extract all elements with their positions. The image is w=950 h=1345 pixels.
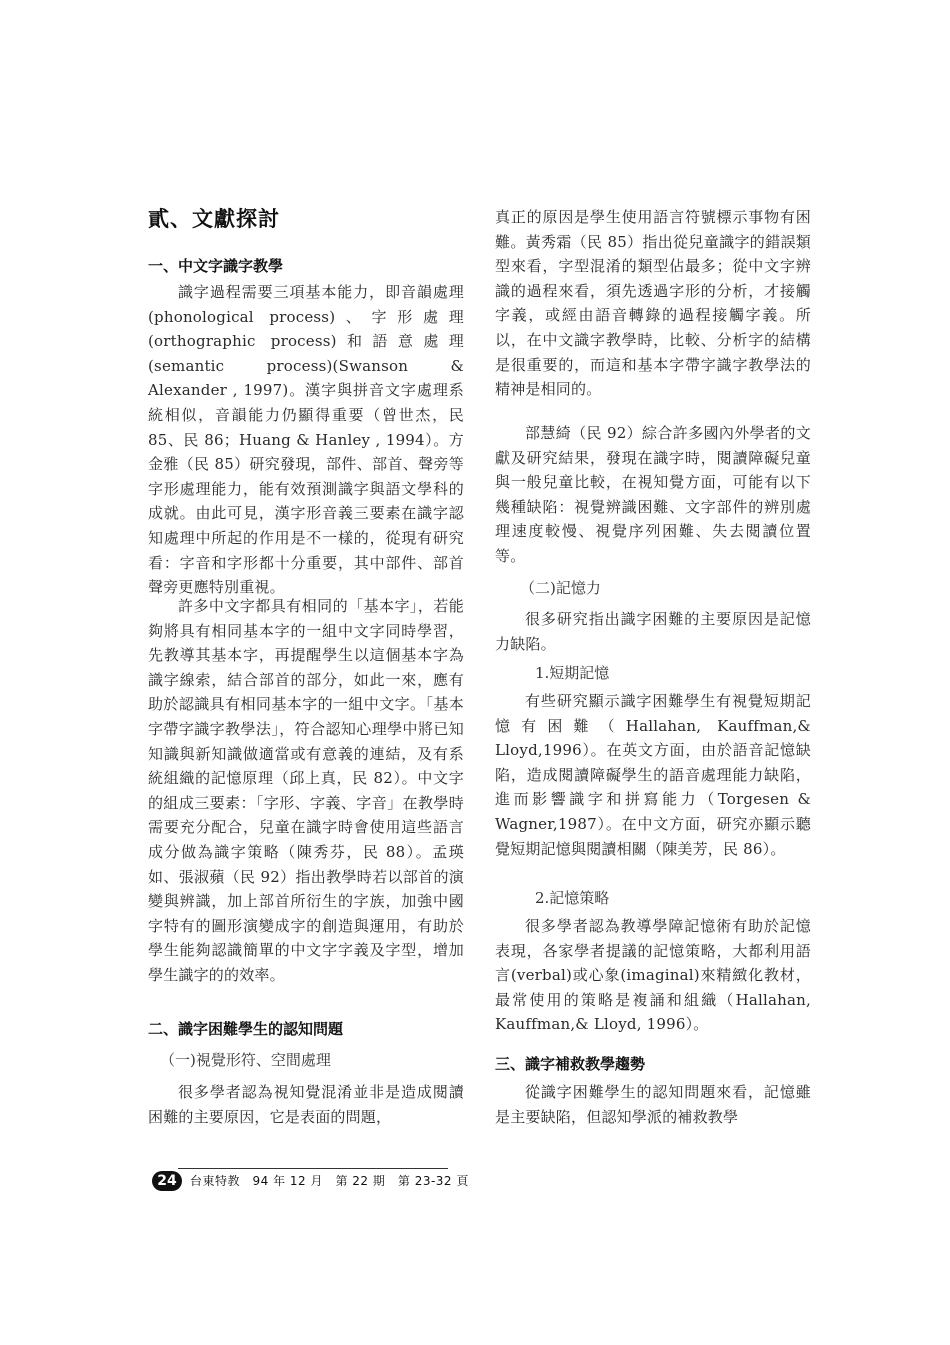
journal-citation: 台東特教 94 年 12 月 第 22 期 第 23-32 頁	[190, 1174, 469, 1188]
subheading-visual-spatial: （一)視覺形符、空間處理	[160, 1051, 331, 1069]
paragraph-visual-deficits: 部慧綺（民 92）綜合許多國內外學者的文獻及研究結果，發現在識字時，閱讀障礙兒童與一般兒童比較，在視知覺方面，可能有以下幾種缺陷：視覺辨識困難、文字部件的辨別處理速度較慢、視覺序列困難、失去閱讀位置等。	[495, 424, 811, 565]
subheading-memory-strategy: 2.記憶策略	[535, 889, 610, 907]
paragraph-literacy-process: 識字過程需要三項基本能力，即音韻處理 (phonological process)、字形處理 (orthographic process)和語意處理(semantic process)(Swanson & Alexander , 1997)。漢字與拼音文字處理系統相似，音韻能力仍顯得重要（曾世杰，民 85、民 86；Huang & Hanley , 1994）。方金雅（民 85）研究發現，部件、部首、聲旁等字形處理能力，能有效預測識字與語文學科的成就。由此可見，漢字形音義三要素在識字認知處理中所起的作用是不一樣的，從現有研究看：字音和字形都十分重要，其中部件、部首聲旁更應特別重視。	[148, 283, 464, 597]
subheading-memory: （二)記憶力	[520, 579, 601, 597]
paragraph-short-term-memory: 有些研究顯示識字困難學生有視覺短期記憶有困難（Hallahan, Kauffman,& Lloyd,1996）。在英文方面，由於語音記憶缺陷，造成閱讀障礙學生的語音處理能力缺陷，進而影響識字和拼寫能力（Torgesen & Wagner,1987）。在中文方面，研究亦顯示聽覺短期記憶與閱讀相關（陳美芳，民 86）。	[495, 692, 811, 858]
paragraph-remedial-teaching: 從識字困難學生的認知問題來看，記憶雖是主要缺陷，但認知學派的補救教學	[495, 1083, 811, 1126]
paragraph-basic-character: 許多中文字都具有相同的「基本字」，若能夠將具有相同基本字的一組中文字同時學習，先教導其基本字，再提醒學生以這個基本字為識字線索，結合部首的部分，如此一來，應有助於認識具有相同基本字的一組中文字。「基本字帶字識字教學法」，符合認知心理學中將已知知識與新知識做適當或有意義的連結，及有系統組織的記憶原理（邱上真，民 82）。中文字的組成三要素：「字形、字義、字音」在教學時需要充分配合，兒童在識字時會使用這些語言成分做為識字策略（陳秀芬，民 88）。孟瑛如、張淑蘋（民 92）指出教學時若以部首的演變與辨識，加上部首所衍生的字族，加強中國字特有的圖形演變成字的創造與運用，有助於學生能夠認識簡單的中文字字義及字型，增加學生識字的的效率。	[148, 597, 464, 984]
page-number-badge: 24	[152, 1171, 182, 1191]
heading-cognitive-problems: 二、識字困難學生的認知問題	[148, 1020, 344, 1038]
paragraph-memory-strategy: 很多學者認為教導學障記憶術有助於記憶表現，各家學者提議的記憶策略，大都利用語言(verbal)或心象(imaginal)來精緻化教材，最常使用的策略是複誦和組織（Hallahan, Kauffman,& Lloyd, 1996）。	[495, 917, 811, 1034]
page-footer	[148, 1168, 469, 1192]
paragraph-memory-deficit: 很多研究指出識字困難的主要原因是記憶力缺陷。	[495, 610, 811, 653]
footer-rule	[178, 1168, 448, 1169]
paragraph-visual-perception: 很多學者認為視知覺混淆並非是造成閱讀困難的主要原因，它是表面的問題，	[148, 1083, 464, 1126]
heading-chinese-literacy: 一、中文字識字教學	[148, 257, 284, 275]
heading-remedial-trends: 三、識字補救教學趨勢	[495, 1055, 646, 1073]
subheading-short-term-memory: 1.短期記憶	[535, 664, 610, 682]
paragraph-symbol-difficulty: 真正的原因是學生使用語言符號標示事物有困難。黃秀霜（民 85）指出從兒童識字的錯誤類型來看，字型混淆的類型佔最多；從中文字辨識的過程來看，須先透過字形的分析，才接觸字義，或經由語音轉錄的過程接觸字義。所以，在中文識字教學時，比較、分析字的結構是很重要的，而這和基本字帶字識字教學法的精神是相同的。	[495, 208, 811, 399]
section-title: 貳、文獻探討	[148, 207, 280, 231]
